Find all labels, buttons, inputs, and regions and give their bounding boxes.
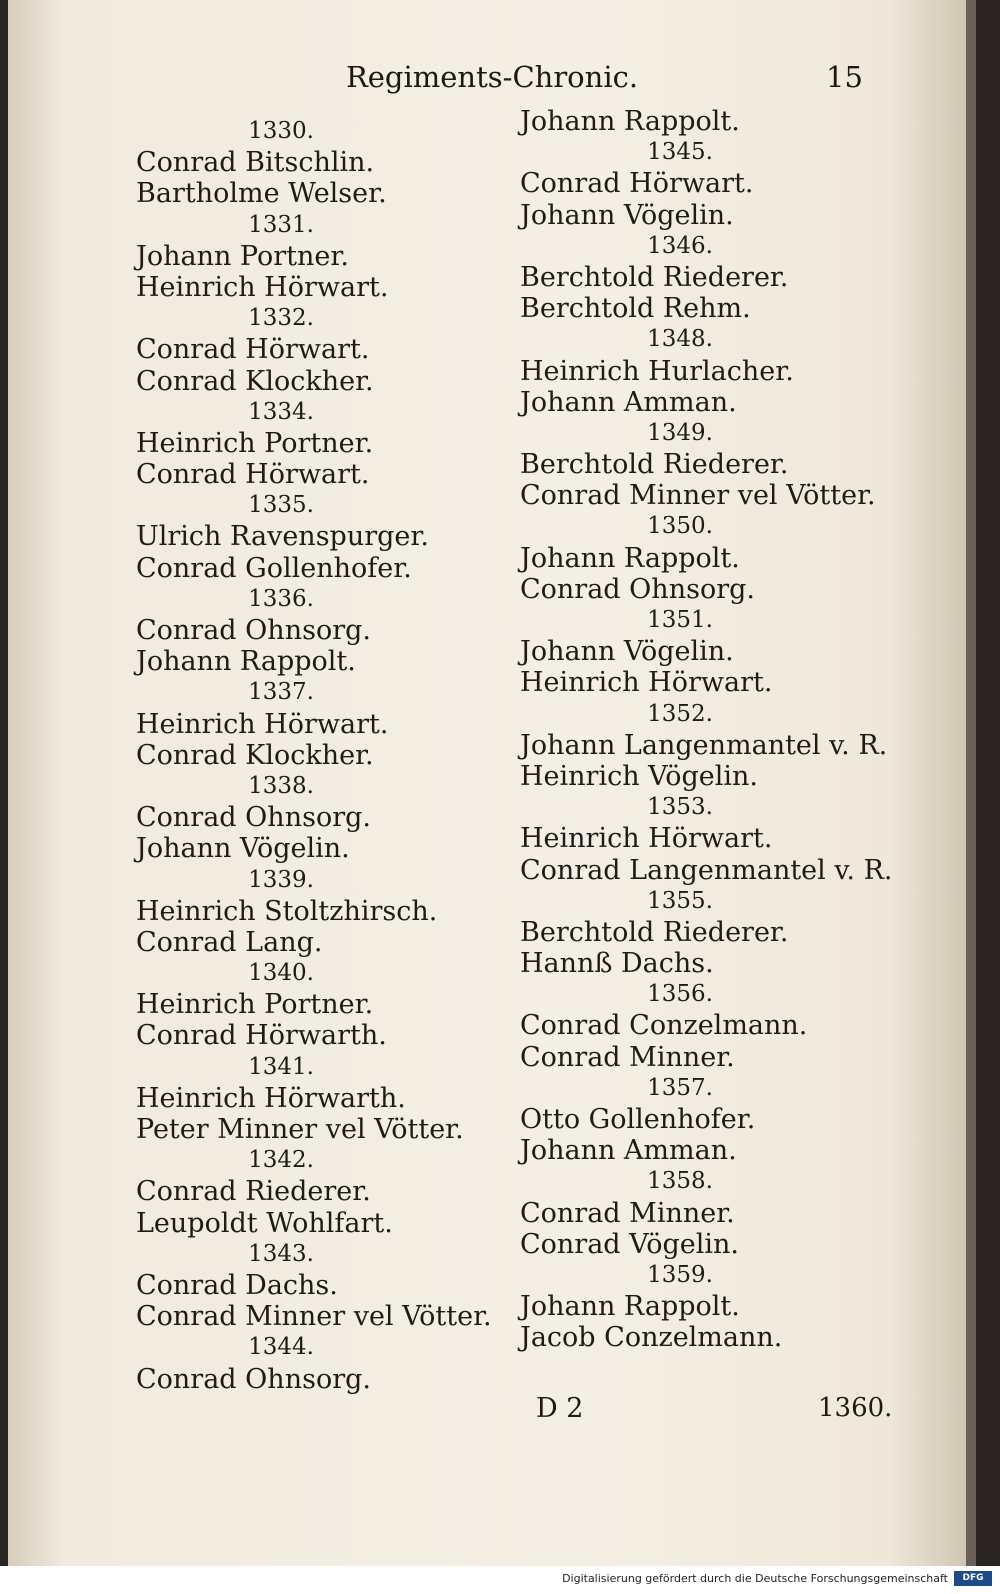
official-name: Johann Portner. xyxy=(136,240,349,272)
official-name: Conrad Vögelin. xyxy=(520,1228,739,1260)
year-heading: 1339. xyxy=(248,866,314,893)
year-heading: 1357. xyxy=(647,1074,713,1101)
year-heading: 1351. xyxy=(647,607,713,633)
official-name: Conrad Klockher. xyxy=(136,365,374,397)
official-name: Heinrich Stoltzhirsch. xyxy=(136,895,438,927)
official-name: Berchtold Riederer. xyxy=(520,449,789,481)
official-name: Johann Rappolt. xyxy=(520,542,740,574)
official-name: Conrad Hörwart. xyxy=(136,459,370,491)
official-name: Conrad Conzelmann. xyxy=(520,1010,808,1042)
year-heading: 1337. xyxy=(248,679,314,706)
year-heading: 1331. xyxy=(248,211,314,238)
catchword: 1360. xyxy=(818,1393,893,1423)
official-name: Leupoldt Wohlfart. xyxy=(136,1207,393,1239)
official-name: Heinrich Hörwart. xyxy=(136,708,389,740)
official-name: Johann Rappolt. xyxy=(520,1291,740,1323)
official-name: Johann Vögelin. xyxy=(520,636,734,668)
official-name: Conrad Ohnsorg. xyxy=(136,802,371,834)
running-head: Regiments-Chronic. xyxy=(345,60,639,94)
official-name: Conrad Riederer. xyxy=(136,1176,371,1208)
year-heading: 1332. xyxy=(248,305,314,332)
official-name: Otto Gollenhofer. xyxy=(520,1104,756,1135)
year-heading: 1343. xyxy=(248,1240,314,1267)
official-name: Conrad Minner vel Vötter. xyxy=(520,480,876,512)
signature-mark: D 2 xyxy=(536,1393,584,1424)
official-name: Johann Amman. xyxy=(520,1135,737,1167)
year-heading: 1350. xyxy=(647,513,713,540)
year-heading: 1336. xyxy=(248,585,314,612)
left-column xyxy=(136,116,506,1395)
official-name: Conrad Minner. xyxy=(520,1197,735,1229)
official-name: Johann Langenmantel v. R. xyxy=(520,729,888,761)
official-name: Bartholme Welser. xyxy=(136,178,387,210)
official-name: Ulrich Ravenspurger. xyxy=(136,521,429,553)
official-name: Heinrich Hörwart. xyxy=(520,823,773,855)
official-name: Heinrich Hörwart. xyxy=(520,667,773,699)
official-name: Heinrich Portner. xyxy=(136,989,374,1021)
year-heading: 1345. xyxy=(647,139,713,166)
year-heading: 1340. xyxy=(248,960,314,987)
official-name: Conrad Minner vel Vötter. xyxy=(136,1301,492,1333)
official-name: Conrad Minner. xyxy=(520,1041,735,1073)
funding-credit: Digitalisierung gefördert durch die Deutsche Forschungsgemeinschaft xyxy=(562,1572,948,1585)
official-name: Jacob Conzelmann. xyxy=(520,1322,783,1354)
year-heading: 1358. xyxy=(647,1168,713,1195)
official-name: Conrad Hörwarth. xyxy=(136,1020,387,1052)
year-heading: 1349. xyxy=(647,419,713,446)
official-name: Conrad Bitschlin. xyxy=(136,147,375,179)
official-name: Heinrich Hörwart. xyxy=(136,271,389,303)
official-name: Hannß Dachs. xyxy=(520,948,714,980)
right-column xyxy=(520,106,900,1354)
official-name: Conrad Gollenhofer. xyxy=(136,552,412,584)
official-name: Conrad Hörwart. xyxy=(520,168,754,200)
year-heading: 1341. xyxy=(248,1053,314,1080)
official-name: Johann Vögelin. xyxy=(136,833,350,865)
year-heading: 1338. xyxy=(248,772,314,799)
official-name: Heinrich Hörwarth. xyxy=(136,1082,406,1114)
official-name: Johann Amman. xyxy=(520,386,737,418)
year-heading: 1356. xyxy=(647,981,713,1008)
page-number: 15 xyxy=(826,60,863,94)
official-name: Heinrich Hurlacher. xyxy=(520,355,794,387)
official-name: Berchtold Rehm. xyxy=(520,293,751,325)
official-name: Heinrich Portner. xyxy=(136,427,374,459)
year-heading: 1353. xyxy=(647,794,713,821)
book-page xyxy=(8,0,976,1566)
year-heading: 1334. xyxy=(248,398,314,425)
official-name: Berchtold Riederer. xyxy=(520,261,789,293)
official-name: Conrad Ohnsorg. xyxy=(520,573,755,605)
dfg-logo: DFG xyxy=(954,1571,992,1586)
official-name: Johann Vögelin. xyxy=(520,199,734,231)
official-name: Conrad Ohnsorg. xyxy=(136,615,371,646)
official-name: Johann Rappolt. xyxy=(136,646,356,678)
year-heading: 1330. xyxy=(248,118,314,144)
year-heading: 1342. xyxy=(248,1147,314,1174)
official-name: Berchtold Riederer. xyxy=(520,916,789,948)
official-name: Conrad Langenmantel v. R. xyxy=(520,854,893,886)
year-heading: 1352. xyxy=(647,700,713,727)
year-heading: 1344. xyxy=(248,1334,314,1361)
official-name: Conrad Lang. xyxy=(136,926,323,958)
official-name: Conrad Hörwart. xyxy=(136,334,370,366)
year-heading: 1355. xyxy=(647,887,713,914)
year-heading: 1335. xyxy=(248,492,314,519)
digitization-footer xyxy=(0,1566,1000,1594)
official-name: Conrad Dachs. xyxy=(136,1269,338,1301)
year-heading: 1359. xyxy=(647,1261,713,1288)
year-heading: 1346. xyxy=(647,232,713,259)
official-name: Conrad Ohnsorg. xyxy=(136,1363,371,1395)
official-name: Conrad Klockher. xyxy=(136,739,374,771)
official-name: Johann Rappolt. xyxy=(520,106,740,137)
official-name: Peter Minner vel Vötter. xyxy=(136,1114,464,1145)
year-heading: 1348. xyxy=(647,326,713,353)
official-name: Heinrich Vögelin. xyxy=(520,760,758,792)
